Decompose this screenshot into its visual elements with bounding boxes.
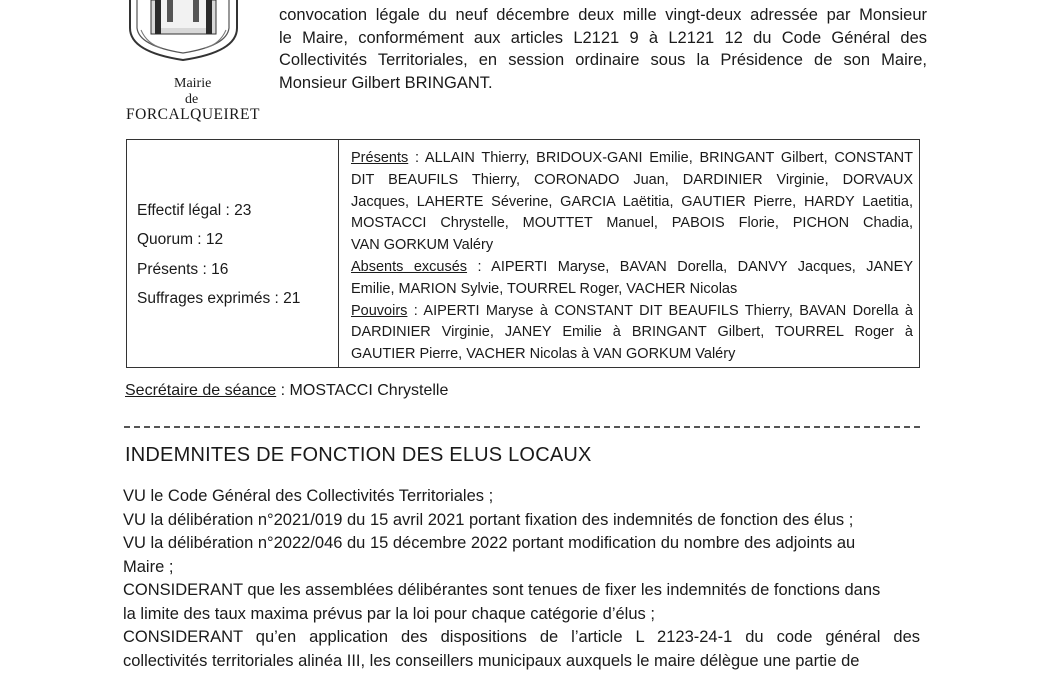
body-line: VU le Code Général des Collectivités Territoriales ; (123, 487, 494, 505)
presents-line: DIT BEAUFILS Thierry, CORONADO Juan, DARDINIER Virginie, DORVAUX (351, 171, 913, 188)
presents-line: VAN GORKUM Valéry (351, 237, 494, 254)
deliberation-body (123, 485, 920, 673)
intro-line: Monsieur Gilbert BRINGANT. (279, 73, 493, 92)
intro-line: Collectivités Territoriales, en session ordinaire sous la Présidence de son Maire, (279, 51, 927, 69)
intro-paragraph (279, 4, 927, 94)
absents-line: Emilie, MARION Sylvie, TOURREL Roger, VACHER Nicolas (351, 280, 738, 297)
section-title: INDEMNITES DE FONCTION DES ELUS LOCAUX (125, 444, 592, 466)
body-line: VU la délibération n°2022/046 du 15 décembre 2022 portant modification du nombre des adjoints au (123, 534, 856, 552)
presents-line: Présents : ALLAIN Thierry, BRIDOUX-GANI Emilie, BRINGANT Gilbert, CONSTANT (351, 150, 913, 166)
presents-line: Jacques, LAHERTE Séverine, GARCIA Laëtitia, GAUTIER Pierre, HARDY Laetitia, (351, 193, 913, 210)
table-divider (338, 140, 339, 367)
presents-count: Présents : 16 (137, 260, 229, 278)
secretaire-label: Secrétaire de séance (125, 382, 277, 399)
body-line: Maire ; (123, 557, 174, 576)
pouvoirs-label: Pouvoirs (351, 302, 408, 319)
effectif-legal: Effectif légal : 23 (137, 202, 252, 219)
mairie-label: Mairie (174, 76, 212, 91)
town-name: FORCALQUEIRET (126, 106, 260, 123)
pouvoirs-line: DARDINIER Virginie, JANEY Emilie à BRINGANT Gilbert, TOURREL Roger à (351, 324, 913, 341)
members-list (351, 148, 913, 366)
secretaire-value: : MOSTACCI Chrystelle (276, 382, 449, 399)
attendance-stats (137, 196, 300, 313)
absents-label: Absents excusés (351, 258, 468, 275)
absents-line: Absents excusés : AIPERTI Maryse, BAVAN Dorella, DANVY Jacques, JANEY (351, 258, 913, 275)
pouvoirs-line: Pouvoirs : AIPERTI Maryse à CONSTANT DIT BEAUFILS Thierry, BAVAN Dorella à (351, 302, 913, 319)
de-label: de (185, 92, 199, 107)
attendance-table (126, 139, 920, 368)
body-line: VU la délibération n°2021/019 du 15 avril 2021 portant fixation des indemnités de fonction des élus ; (123, 510, 854, 529)
pouvoirs-line: GAUTIER Pierre, VACHER Nicolas à VAN GORKUM Valéry (351, 346, 736, 363)
intro-line: convocation légale du neuf décembre deux mille vingt-deux adressée par Monsieur (279, 6, 927, 24)
intro-line: le Maire, conformément aux articles L2121 9 à L2121 12 du Code Général des (279, 28, 927, 47)
presents-label: Présents (351, 150, 409, 166)
body-line: CONSIDERANT que les assemblées délibérantes sont tenues de fixer les indemnités de fonctions dans (123, 581, 881, 599)
suffrages-exprimes: Suffrages exprimés : 21 (137, 289, 301, 307)
quorum: Quorum : 12 (137, 231, 224, 249)
section-divider (124, 426, 920, 428)
body-line: CONSIDERANT qu’en application des dispositions de l’article L 2123-24-1 du code général des (123, 628, 920, 646)
town-crest-icon (127, 0, 240, 62)
secretaire-de-seance (125, 382, 448, 400)
presents-line: MOSTACCI Chrystelle, MOUTTET Manuel, PABOIS Florie, PICHON Chadia, (351, 215, 913, 232)
body-line: collectivités territoriales alinéa III, les conseillers municipaux auxquels le maire délègue une partie de (123, 651, 860, 670)
body-line: la limite des taux maxima prévus par la loi pour chaque catégorie d’élus ; (123, 604, 655, 623)
